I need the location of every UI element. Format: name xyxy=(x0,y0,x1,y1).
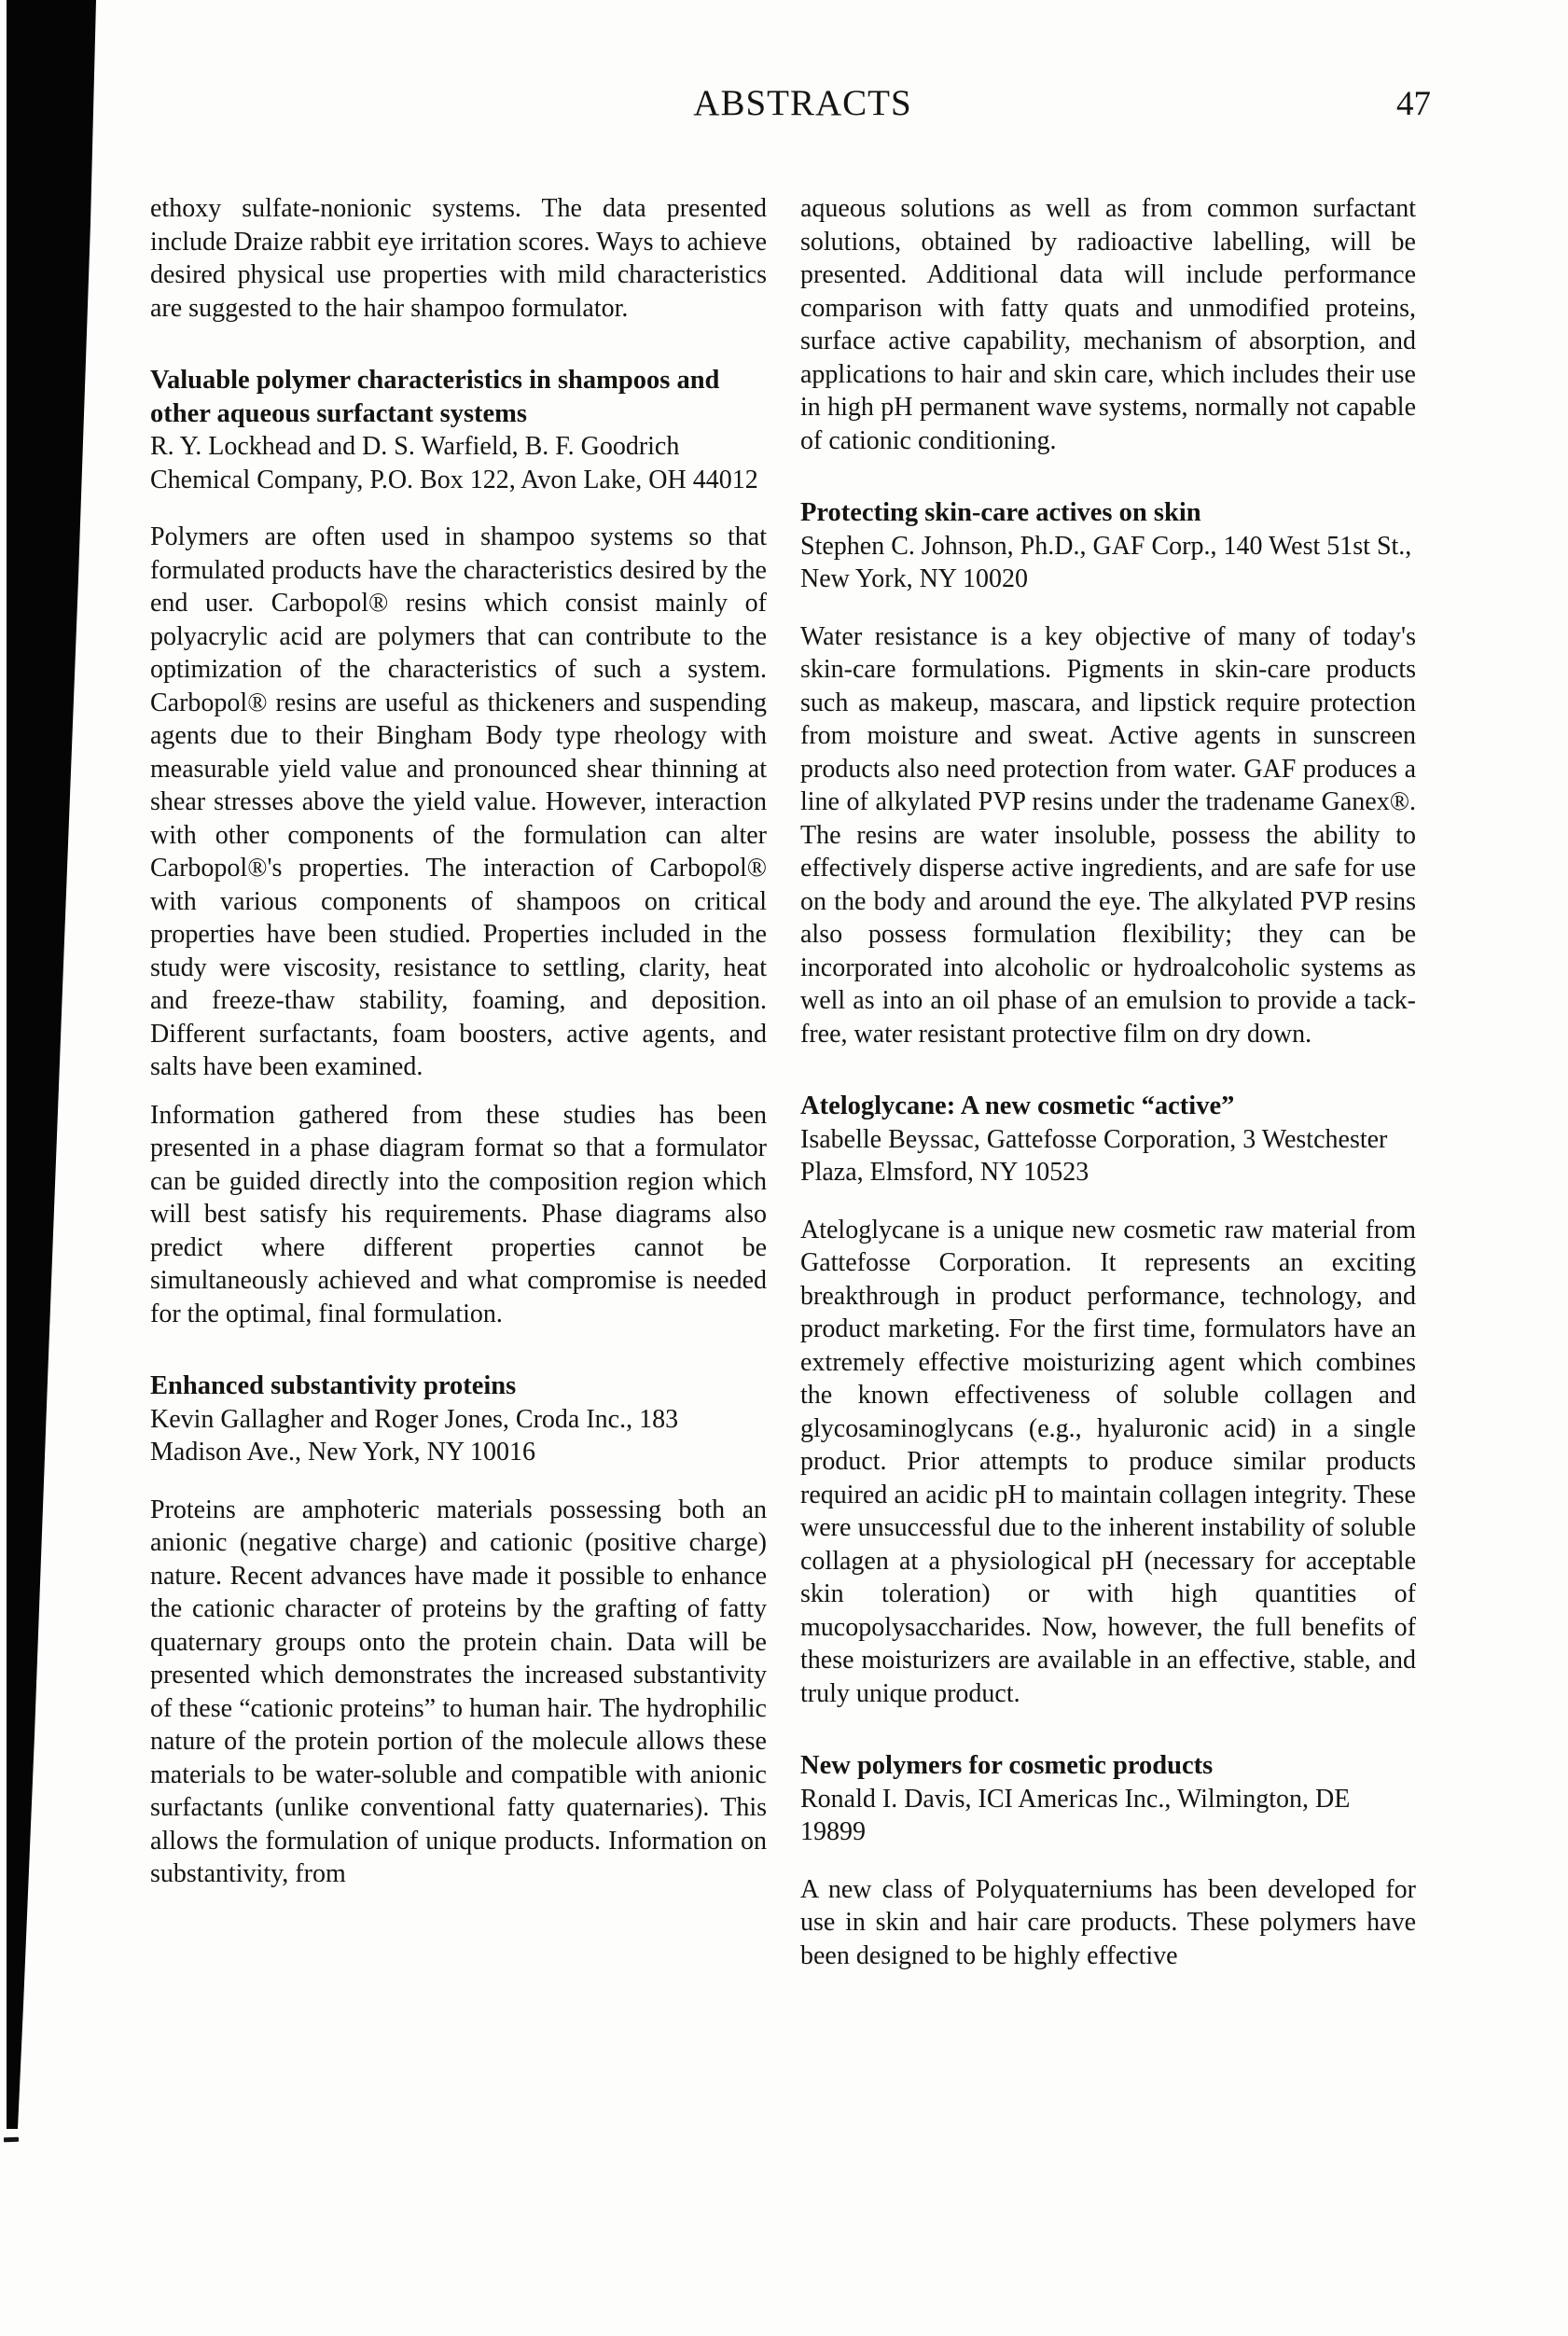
page-number: 47 xyxy=(1396,85,1431,123)
abstract-paragraph: Polymers are often used in shampoo systems so that formulated products have the characteristics desired by the end user. Carbopol® resins which consist mainly of polyacrylic acid are polymers that can contribute to the optimization of the characteristics of such a system. Carbopol® resins are useful as thickeners and suspending agents due to their Bingham Body type rheology with measurable yield value and pronounced shear thinning at shear stresses above the yield value. However, interaction with other components of the formulation can alter Carbopol®'s properties. The interaction of Carbopol® with various components of shampoos on critical properties have been studied. Properties included in the study were viscosity, resistance to settling, clarity, heat and freeze-thaw stability, foaming, and deposition. Different surfactants, foam boosters, active agents, and salts have been examined. xyxy=(150,522,767,1081)
continued-abstract-paragraph: aqueous solutions as well as from common surfactant solutions, obtained by radioactive labelling, will be presented. Additional data will include performance comparison with fatty quats and unmodified proteins, surface active capability, mechanism of absorption, and applications to hair and skin care, which includes their use in high pH permanent wave systems, normally not capable of cationic conditioning. xyxy=(800,194,1416,455)
abstract-protecting-skin-care xyxy=(800,496,1416,1050)
abstract-title: Ateloglycane: A new cosmetic “active” xyxy=(800,1092,1235,1120)
continued-abstract-paragraph: ethoxy sulfate-nonionic systems. The data presented include Draize rabbit eye irritation scores. Ways to achieve desired physical use properties with mild characteristics are suggested to the hair shampoo formulator. xyxy=(150,194,767,323)
abstract-title: New polymers for cosmetic products xyxy=(800,1751,1214,1780)
abstract-new-polymers xyxy=(800,1749,1416,1972)
abstract-authors: R. Y. Lockhead and D. S. Warfield, B. F. Goodrich Chemical Company, P.O. Box 122, Avon Lake, OH 44012 xyxy=(150,432,758,494)
abstract-authors: Isabelle Beyssac, Gattefosse Corporation, 3 Westchester Plaza, Elmsford, NY 10523 xyxy=(800,1124,1388,1187)
abstract-paragraph: Ateloglycane is a unique new cosmetic raw material from Gattefosse Corporation. It represents an exciting breakthrough in product performance, technology, and product marketing. For the first time, formulators have an extremely effective moisturizing agent which combines the known effectiveness of soluble collagen and glycosaminoglycans (e.g., hyaluronic acid) in a single product. Prior attempts to produce similar products required an acidic pH to maintain collagen integrity. These were unsuccessful due to the inherent instability of soluble collagen at a physiological pH (necessary for acceptable skin toleration) or with high quantities of mucopolysaccharides. Now, however, the full benefits of these moisturizers are available in an effective, stable, and truly unique product. xyxy=(800,1215,1416,1708)
abstract-enhanced-substantivity xyxy=(150,1370,767,1891)
scan-edge-artifact xyxy=(0,0,103,2129)
right-column xyxy=(800,192,1416,1987)
abstract-title: Protecting skin-care actives on skin xyxy=(800,498,1201,527)
abstract-ateloglycane xyxy=(800,1090,1416,1710)
abstract-paragraph: Proteins are amphoteric materials possessing both an anionic (negative charge) and cationic (positive charge) nature. Recent advances have made it possible to enhance the cationic character of proteins by the grafting of fatty quaternary groups onto the protein chain. Data will be presented which demonstrates the increased substantivity of these “cationic proteins” to human hair. The hydrophilic nature of the protein portion of the molecule allows these materials to be water-soluble and compatible with anionic surfactants (unlike conventional fatty quaternaries). This allows the formulation of unique products. Information on substantivity, from xyxy=(150,1495,767,1888)
scan-dash-artifact xyxy=(4,2137,19,2143)
left-column xyxy=(150,192,767,1906)
abstract-title: Valuable polymer characteristics in shampoos and other aqueous surfactant systems xyxy=(150,366,720,428)
abstract-paragraph: Water resistance is a key objective of many of today's skin-care formulations. Pigments in skin-care products such as makeup, mascara, and lipstick require protection from moisture and sweat. Active agents in sunscreen products also need protection from water. GAF produces a line of alkylated PVP resins under the tradename Ganex®. The resins are water insoluble, possess the ability to effectively disperse active ingredients, and are safe for use on the body and around the eye. The alkylated PVP resins also possess formulation flexibility; they can be incorporated into alcoholic or hydroalcoholic systems as well as into an oil phase of an emulsion to provide a tack-free, water resistant protective film on dry down. xyxy=(800,621,1416,1049)
abstract-paragraph: A new class of Polyquaterniums has been developed for use in skin and hair care products. These polymers have been designed to be highly effective xyxy=(800,1874,1416,1970)
abstract-title: Enhanced substantivity proteins xyxy=(150,1371,517,1400)
abstract-authors: Kevin Gallagher and Roger Jones, Croda Inc., 183 Madison Ave., New York, NY 10016 xyxy=(150,1404,679,1467)
abstract-authors: Ronald I. Davis, ICI Americas Inc., Wilmington, DE 19899 xyxy=(800,1784,1351,1846)
abstract-paragraph: Information gathered from these studies has been presented in a phase diagram format so that a formulator can be guided directly into the composition region which will best satisfy his requirements. Phase diagrams also predict where different properties cannot be simultaneously achieved and what compromise is needed for the optimal, final formulation. xyxy=(150,1100,767,1328)
abstract-valuable-polymer xyxy=(150,364,767,1330)
page-title: ABSTRACTS xyxy=(693,83,912,123)
abstract-authors: Stephen C. Johnson, Ph.D., GAF Corp., 140 West 51st St., New York, NY 10020 xyxy=(800,531,1412,593)
